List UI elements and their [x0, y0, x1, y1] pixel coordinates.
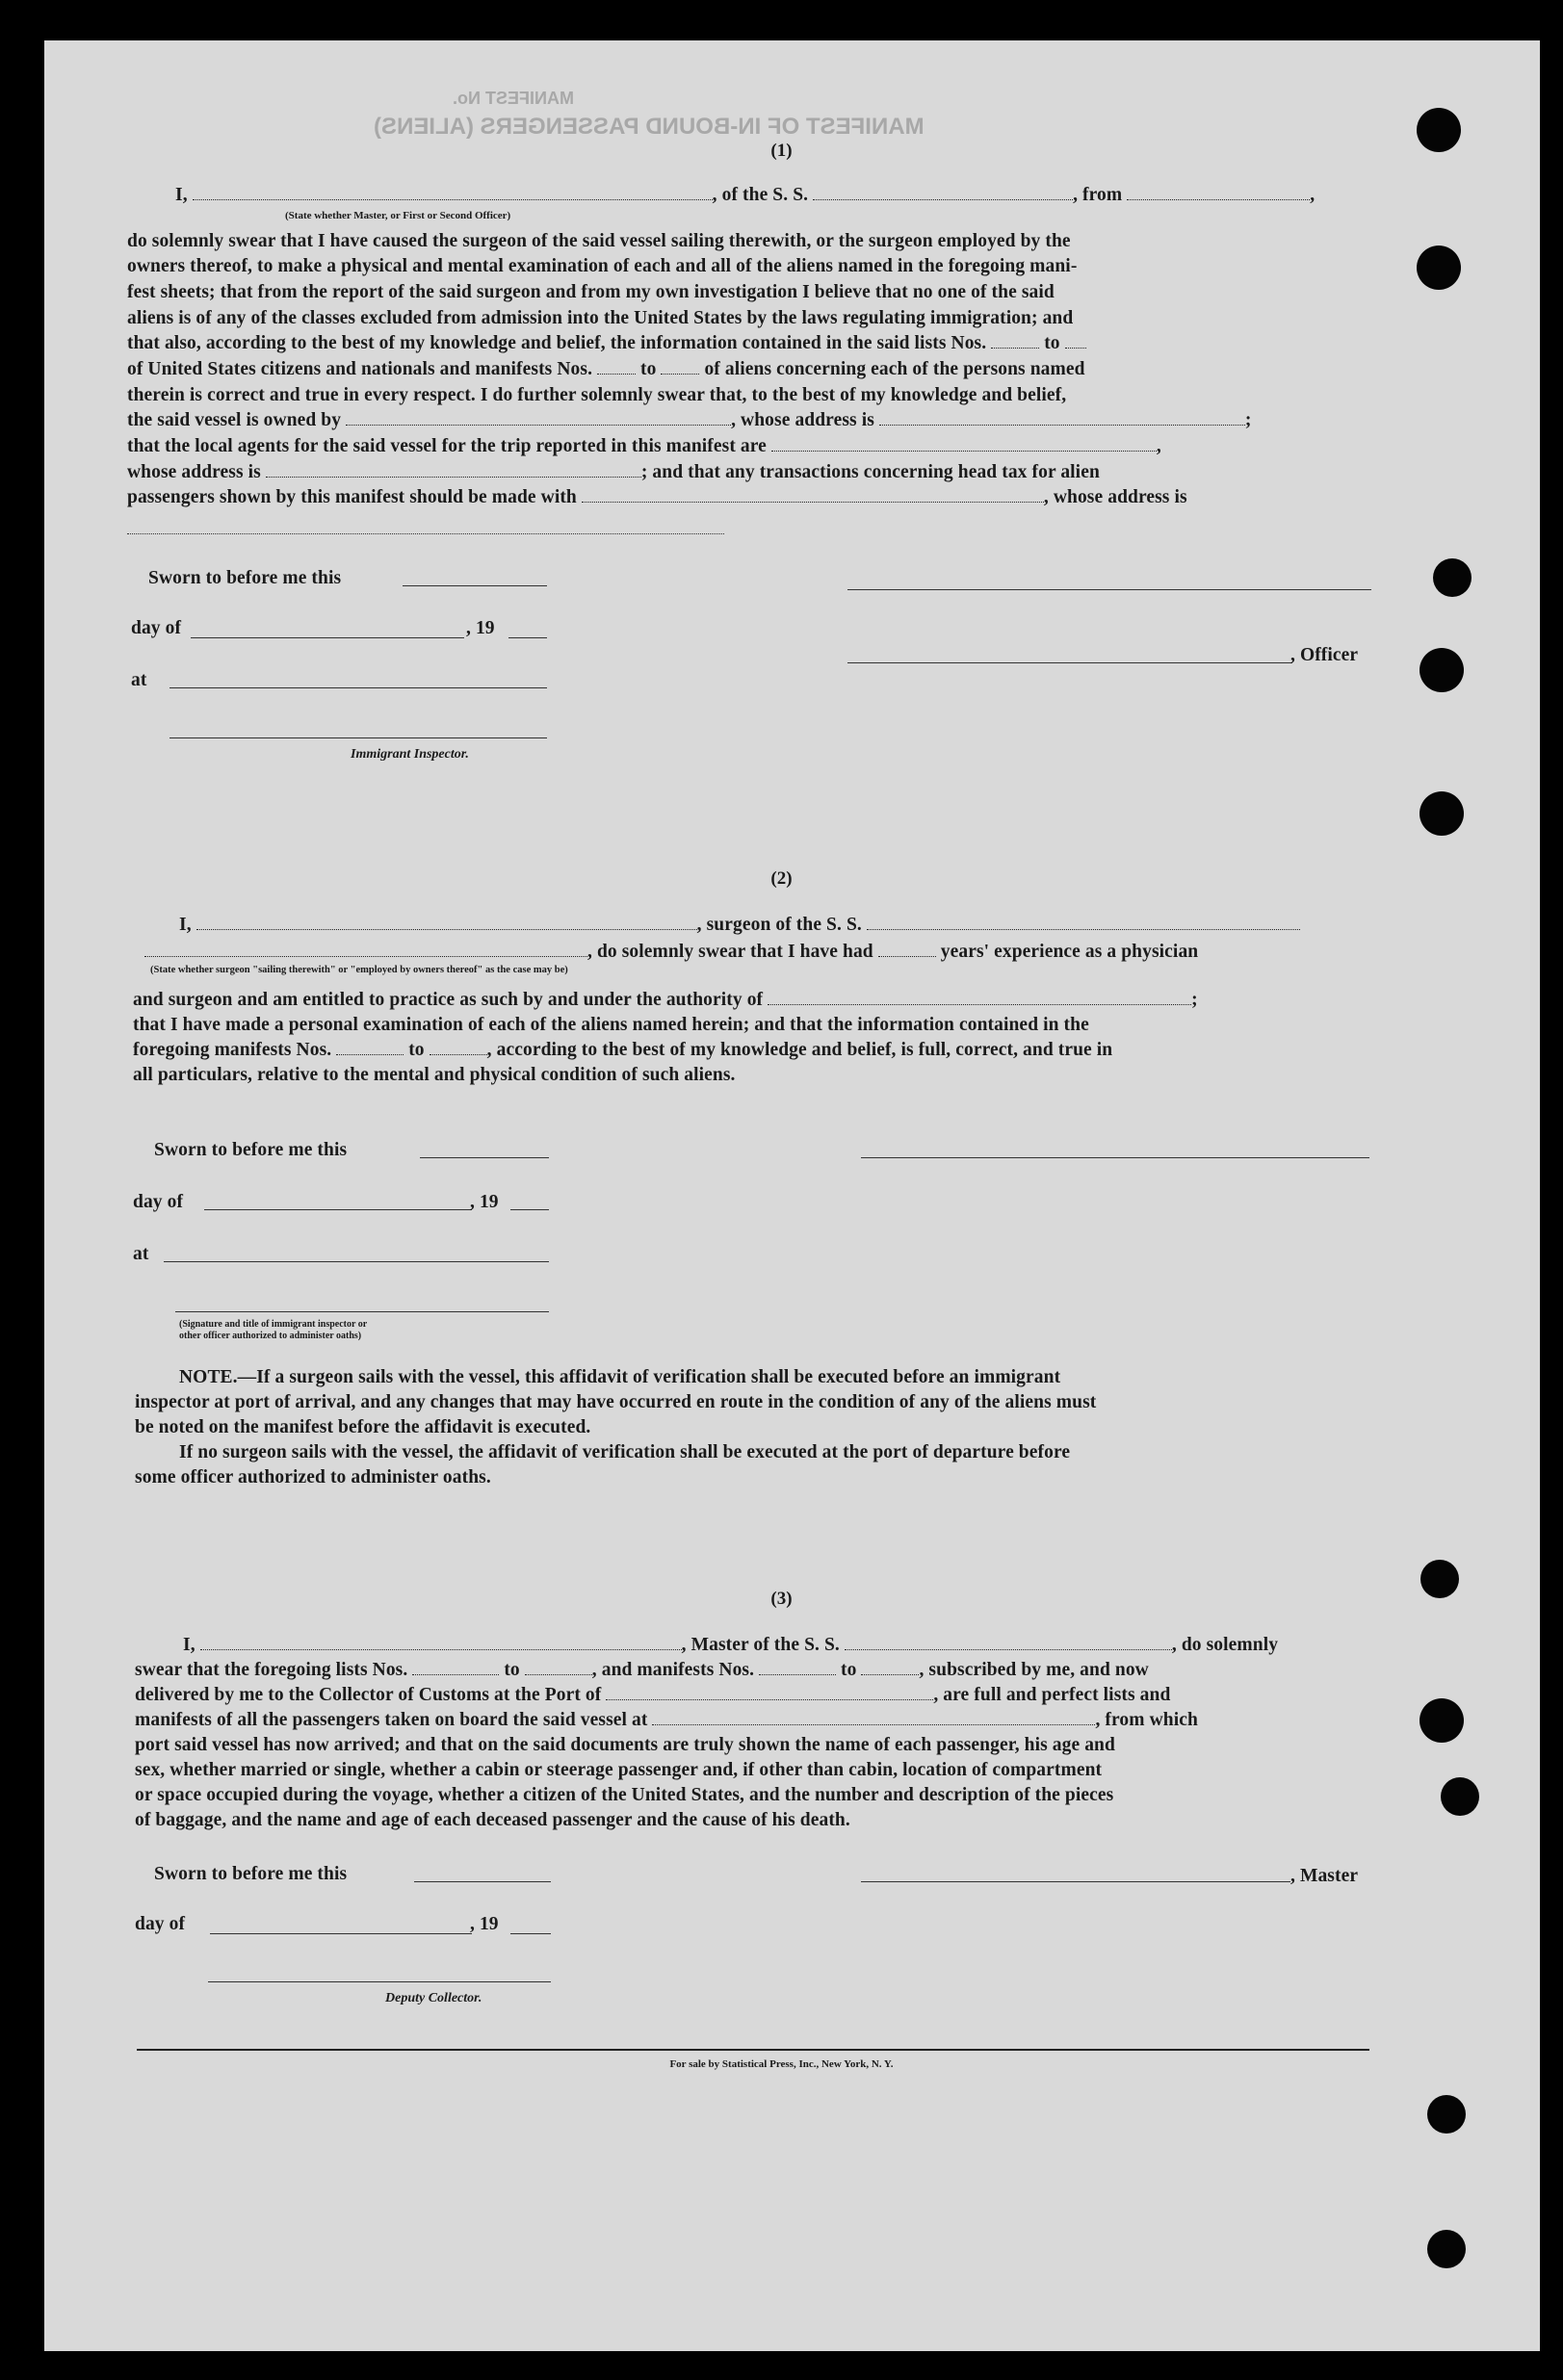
s2-at-field[interactable]: [164, 1261, 549, 1262]
s3-collector-text: delivered by me to the Collector of Customs at the Port of: [135, 1685, 602, 1705]
section-1-heading: (1): [770, 141, 793, 161]
punch-hole: [1433, 558, 1472, 597]
s3-year-label: , 19: [470, 1914, 499, 1934]
s1-inspector-label: Immigrant Inspector.: [351, 747, 469, 762]
s3-body-line-2: [135, 1685, 1170, 1706]
s3-sworn-label: Sworn to before me this: [154, 1864, 348, 1884]
s2-manifest-from-field[interactable]: [336, 1040, 404, 1055]
s2-to-label: to: [408, 1040, 425, 1060]
s2-manifests-text: foregoing manifests Nos.: [133, 1040, 332, 1060]
bleed-through-manifest-no: MANIFEST No.: [453, 89, 574, 108]
s2-swear-text: , do solemnly swear that I have had: [587, 942, 873, 962]
s1-owner-address-field[interactable]: [879, 410, 1245, 426]
s3-body-line-6: or space occupied during the voyage, whether a citizen of the United States, and the number and description of the pieces: [135, 1785, 1114, 1805]
s2-manifest-to-field[interactable]: [430, 1040, 487, 1055]
s1-lists-text: that also, according to the best of my knowledge and belief, the information contained in the said lists Nos.: [127, 333, 987, 353]
punch-hole: [1417, 246, 1461, 290]
s1-body-line-1: do solemnly swear that I have caused the surgeon of the said vessel sailing therewith, or the surgeon employed by the: [127, 231, 1071, 251]
s2-note-text-1: —If a surgeon sails with the vessel, this affidavit of verification shall be executed before an immigrant: [237, 1367, 1061, 1387]
s3-month-field[interactable]: [210, 1933, 472, 1934]
s3-to-label: to: [504, 1660, 520, 1680]
s1-month-field[interactable]: [191, 637, 464, 638]
s2-body-line-3: [133, 1040, 1112, 1061]
punch-hole: [1427, 2230, 1466, 2268]
s1-body-line-7: therein is correct and true in every respect. I do further solemnly swear that, to the best of my knowledge and belief,: [127, 385, 1067, 405]
s1-owned-text: the said vessel is owned by: [127, 410, 342, 430]
punch-hole: [1441, 1777, 1479, 1816]
s2-authority-text: and surgeon and am entitled to practice as such by and under the authority of: [133, 990, 764, 1010]
s1-body-line-8: the said vessel is owned by , whose address is ;: [127, 410, 1252, 430]
s2-years-field[interactable]: [878, 942, 936, 957]
s2-year-field[interactable]: [510, 1209, 549, 1210]
s2-note-line-4: If no surgeon sails with the vessel, the affidavit of verification shall be executed at the port of departure before: [179, 1442, 1071, 1462]
section-2-heading: (2): [770, 868, 793, 889]
s2-year-label: , 19: [470, 1192, 499, 1212]
punch-hole: [1420, 791, 1464, 836]
s2-years-text: years' experience as a physician: [940, 942, 1199, 962]
s3-body-line-7: of baggage, and the name and age of each deceased passenger and the cause of his death.: [135, 1810, 850, 1830]
s1-aliens-text: of aliens concerning each of the persons named: [704, 359, 1085, 379]
s3-body-line-4: port said vessel has now arrived; and that on the said documents are truly shown the name of each passenger, his age and: [135, 1735, 1115, 1755]
s2-surgeon-note: (State whether surgeon "sailing therewith" or "employed by owners thereof" as the case may be): [150, 965, 568, 975]
s2-according-text: , according to the best of my knowledge and belief, is full, correct, and true in: [486, 1040, 1113, 1060]
footer-printer: For sale by Statistical Press, Inc., New York, N. Y.: [669, 2058, 894, 2070]
s3-body-line-3: [135, 1710, 1198, 1731]
s1-to-label: to: [1044, 333, 1060, 353]
s2-body-line-1: and surgeon and am entitled to practice as such by and under the authority of ;: [133, 990, 1198, 1010]
s2-oath-line: [179, 915, 1300, 936]
s1-to-label-2: to: [640, 359, 657, 379]
s3-solemnly-text: , do solemnly: [1171, 1635, 1279, 1655]
s2-sworn-label: Sworn to before me this: [154, 1140, 348, 1160]
s1-body-line-11: [127, 487, 1187, 508]
s1-list-from-field[interactable]: [991, 333, 1039, 349]
s3-sworn-date-field[interactable]: [414, 1881, 551, 1882]
s1-at-label: at: [131, 670, 147, 690]
s1-body-line-10: [127, 462, 1100, 483]
s3-master-label: , Master: [1290, 1866, 1359, 1886]
s1-whose-address-label: , whose address is: [731, 410, 874, 430]
s1-citizens-text: of United States citizens and nationals and manifests Nos.: [127, 359, 593, 379]
s1-agents-field[interactable]: [771, 436, 1157, 452]
section-3-heading: (3): [770, 1589, 793, 1609]
s1-agent-address-label: whose address is: [127, 462, 261, 482]
s1-list-to-field[interactable]: [1065, 333, 1086, 349]
s2-body-line-2: that I have made a personal examination of each of the aliens named herein; and that the information contained in the: [133, 1015, 1089, 1035]
s3-from-which-text: , from which: [1095, 1710, 1198, 1730]
s1-oath-line: I, , of the S. S. , from ,: [175, 185, 1316, 205]
s3-oath-line: [183, 1635, 1278, 1656]
bleed-through-title: MANIFEST OF IN-BOUND PASSENGERS (ALIENS): [374, 114, 925, 140]
s1-year-label: , 19: [466, 618, 495, 638]
s1-transactions-text: ; and that any transactions concerning head tax for alien: [640, 462, 1100, 482]
s1-sworn-date-field[interactable]: [403, 585, 547, 586]
s2-surgeon-of-label: , surgeon of the S. S.: [696, 915, 862, 935]
s3-day-of-label: day of: [135, 1914, 186, 1934]
s3-to-label-2: to: [841, 1660, 857, 1680]
s3-full-perfect-text: , are full and perfect lists and: [933, 1685, 1171, 1705]
s3-body-line-5: sex, whether married or single, whether a cabin or steerage passenger and, if other than cabin, location of compartment: [135, 1760, 1103, 1780]
s3-master-of-label: , Master of the S. S.: [681, 1635, 840, 1655]
s1-of-ss-label: , of the S. S.: [712, 185, 809, 205]
s1-head-tax-party-field[interactable]: [582, 487, 1044, 503]
s3-year-field[interactable]: [510, 1933, 551, 1934]
s3-subscribed-text: , subscribed by me, and now: [919, 1660, 1149, 1680]
s1-agent-address-field[interactable]: [266, 462, 641, 478]
s2-signature-note-2: other officer authorized to administer oaths): [179, 1331, 362, 1341]
s3-embark-port-field[interactable]: [652, 1710, 1095, 1725]
punch-hole: [1420, 648, 1464, 692]
s2-inspector-signature-line[interactable]: [175, 1311, 549, 1312]
s1-body-line-9: that the local agents for the said vessel for the trip reported in this manifest are ,: [127, 436, 1161, 456]
s3-deputy-signature-line[interactable]: [208, 1981, 551, 1982]
s2-surgeon-name-field[interactable]: [196, 915, 697, 930]
s1-body-line-6: [127, 359, 1085, 380]
s1-body-line-2: owners thereof, to make a physical and mental examination of each and all of the aliens named in the foregoing mani-: [127, 256, 1078, 276]
s3-passengers-text: manifests of all the passengers taken on board the said vessel at: [135, 1710, 648, 1730]
s3-master-name-field[interactable]: [200, 1635, 682, 1650]
s2-note-line-5: some officer authorized to administer oaths.: [135, 1467, 491, 1488]
s1-sworn-label: Sworn to before me this: [148, 568, 342, 588]
s1-officer-label: , Officer: [1290, 645, 1359, 665]
s1-owner-field[interactable]: [346, 410, 731, 426]
s3-i-label: I,: [183, 1635, 195, 1655]
s2-day-of-label: day of: [133, 1192, 184, 1212]
s3-manifest-from-field[interactable]: [759, 1660, 836, 1675]
s2-swear-line: [144, 942, 1198, 963]
s1-signature-line[interactable]: [847, 589, 1371, 590]
s1-year-field[interactable]: [508, 637, 547, 638]
s2-authority-field[interactable]: [768, 990, 1191, 1005]
s3-lists-text: swear that the foregoing lists Nos.: [135, 1660, 408, 1680]
s2-note-line-3: be noted on the manifest before the affidavit is executed.: [135, 1417, 591, 1437]
s1-vessel-field[interactable]: [813, 185, 1073, 200]
s3-and-manifests-text: , and manifests Nos.: [591, 1660, 755, 1680]
s1-head-tax-text: passengers shown by this manifest should be made with: [127, 487, 577, 507]
s2-at-label: at: [133, 1244, 149, 1264]
s3-deputy-label: Deputy Collector.: [385, 1991, 482, 2005]
s3-manifest-to-field[interactable]: [861, 1660, 919, 1675]
s3-master-signature-line[interactable]: [861, 1881, 1290, 1882]
s1-i-label: I,: [175, 185, 188, 205]
s2-note-line-1: [179, 1367, 1060, 1388]
s2-signature-note-1: (Signature and title of immigrant inspector or: [179, 1319, 368, 1330]
s1-officer-name-field[interactable]: [193, 185, 713, 200]
s3-vessel-field[interactable]: [845, 1635, 1172, 1650]
s1-whose-address-label-2: , whose address is: [1043, 487, 1187, 507]
s1-body-line-4: aliens is of any of the classes excluded from admission into the United States by the laws regulating immigration; and: [127, 308, 1074, 328]
s3-port-field[interactable]: [606, 1685, 933, 1700]
s1-agents-text: that the local agents for the said vessel for the trip reported in this manifest are: [127, 436, 767, 456]
punch-hole: [1427, 2095, 1466, 2134]
s1-body-line-5: [127, 333, 1086, 354]
s2-body-line-4: all particulars, relative to the mental and physical condition of such aliens.: [133, 1065, 736, 1085]
footer-rule: [137, 2049, 1369, 2051]
s2-note-line-2: inspector at port of arrival, and any changes that may have occurred en route in the condition of any of the aliens must: [135, 1392, 1097, 1412]
s2-sworn-date-field[interactable]: [420, 1157, 549, 1158]
s1-manifest-to-field[interactable]: [661, 359, 699, 375]
s1-port-field[interactable]: [1127, 185, 1310, 200]
s1-body-line-3: fest sheets; that from the report of the said surgeon and from my own investigation I believe that no one of the said: [127, 282, 1055, 302]
s2-note-label: NOTE.: [179, 1367, 238, 1387]
s1-manifest-from-field[interactable]: [597, 359, 636, 375]
s1-officer-note: (State whether Master, or First or Second Officer): [285, 210, 511, 221]
s2-surgeon-type-field[interactable]: [144, 942, 587, 957]
s1-at-field[interactable]: [169, 687, 547, 688]
s2-signature-line[interactable]: [861, 1157, 1369, 1158]
s1-officer-signature-line[interactable]: [847, 662, 1292, 663]
s2-month-field[interactable]: [204, 1209, 472, 1210]
punch-hole: [1420, 1698, 1464, 1743]
s1-head-tax-address-field[interactable]: [127, 533, 724, 534]
s3-body-line-1: [135, 1660, 1149, 1681]
s2-i-label: I,: [179, 915, 192, 935]
s2-vessel-field[interactable]: [867, 915, 1300, 930]
s1-inspector-signature-line[interactable]: [169, 737, 547, 738]
s1-from-label: , from: [1073, 185, 1123, 205]
s1-day-of-label: day of: [131, 618, 182, 638]
s3-list-from-field[interactable]: [412, 1660, 499, 1675]
s3-list-to-field[interactable]: [525, 1660, 592, 1675]
